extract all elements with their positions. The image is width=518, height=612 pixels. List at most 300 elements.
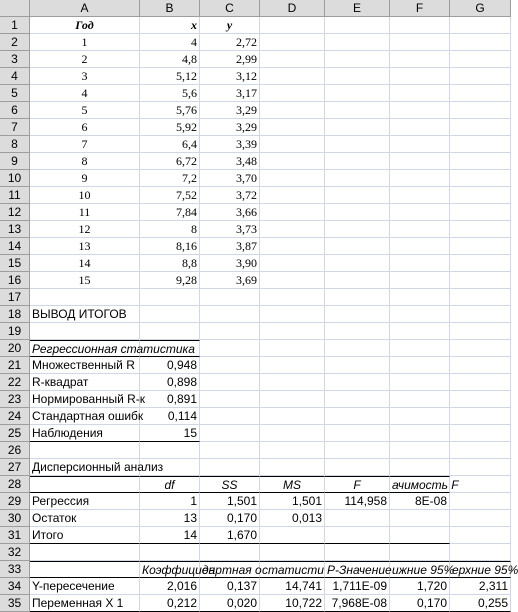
coef-header[interactable]: ижние 95% (392, 563, 455, 577)
row-header[interactable]: 12 (0, 204, 30, 221)
anova-header[interactable]: ачимость F (392, 478, 459, 492)
column-headers (0, 0, 511, 17)
y-cell[interactable]: 3,72 (200, 187, 260, 204)
cell[interactable] (260, 323, 325, 340)
anova-label[interactable]: Остаток (30, 510, 140, 527)
coef-value[interactable]: 0,170 (390, 595, 450, 612)
row-header[interactable]: 9 (0, 153, 30, 170)
cell[interactable] (325, 153, 390, 170)
cell[interactable] (260, 187, 325, 204)
row-header[interactable]: 7 (0, 119, 30, 136)
cell[interactable] (450, 85, 511, 102)
cell[interactable] (325, 425, 390, 442)
cell[interactable] (450, 306, 511, 323)
cell[interactable] (450, 357, 511, 374)
cell[interactable] (450, 289, 511, 306)
coef-value[interactable]: 7,968E-08 (325, 595, 390, 612)
cell[interactable] (450, 51, 511, 68)
cell[interactable] (200, 374, 260, 391)
y-cell[interactable]: 2,72 (200, 34, 260, 51)
anova-value[interactable] (260, 527, 325, 544)
cell[interactable] (325, 408, 390, 425)
row-header[interactable]: 23 (0, 391, 30, 408)
cell[interactable] (450, 187, 511, 204)
cell[interactable] (200, 442, 260, 459)
coef-label[interactable]: Переменная X 1 (30, 595, 140, 612)
cell[interactable] (450, 544, 511, 561)
cell[interactable] (260, 221, 325, 238)
cell[interactable] (325, 306, 390, 323)
year-cell[interactable]: 13 (30, 238, 140, 255)
cell[interactable] (450, 238, 511, 255)
column-header-e[interactable]: E (325, 0, 390, 17)
cell[interactable] (390, 153, 450, 170)
row-header[interactable]: 27 (0, 459, 30, 476)
year-cell[interactable]: 5 (30, 102, 140, 119)
row-header[interactable]: 10 (0, 170, 30, 187)
cell[interactable] (325, 442, 390, 459)
cell[interactable] (450, 68, 511, 85)
cell[interactable] (450, 476, 511, 493)
cell[interactable] (390, 221, 450, 238)
sheet-row (30, 51, 511, 68)
x-cell[interactable]: 7,84 (140, 204, 200, 221)
sheet-row (30, 595, 511, 612)
row-header[interactable]: 33 (0, 561, 30, 578)
year-cell[interactable]: 8 (30, 153, 140, 170)
cell[interactable] (325, 34, 390, 51)
cell[interactable] (390, 136, 450, 153)
year-cell[interactable]: 2 (30, 51, 140, 68)
cell[interactable] (140, 544, 200, 561)
y-cell[interactable]: 3,12 (200, 68, 260, 85)
cell[interactable] (450, 459, 511, 476)
cell[interactable] (390, 459, 450, 476)
year-cell[interactable]: 6 (30, 119, 140, 136)
cell[interactable] (260, 357, 325, 374)
column-header-g[interactable]: G (450, 0, 511, 17)
cell[interactable] (260, 289, 325, 306)
cell[interactable] (260, 408, 325, 425)
column-header-f[interactable]: F (390, 0, 450, 17)
cell[interactable] (325, 255, 390, 272)
row-header[interactable]: 11 (0, 187, 30, 204)
cell[interactable] (450, 119, 511, 136)
column-header-c[interactable]: C (200, 0, 260, 17)
x-cell[interactable]: 6,72 (140, 153, 200, 170)
cell[interactable] (260, 170, 325, 187)
coef-value[interactable]: 1,720 (390, 578, 450, 595)
cell[interactable] (450, 153, 511, 170)
anova-header[interactable]: SS (200, 476, 260, 493)
cell[interactable] (390, 238, 450, 255)
x-cell[interactable]: 5,6 (140, 85, 200, 102)
coef-value[interactable]: 0,020 (200, 595, 260, 612)
cell[interactable] (325, 51, 390, 68)
cell[interactable] (325, 204, 390, 221)
regstat-value[interactable]: 0,114 (140, 408, 200, 425)
coef-label[interactable]: Y-пересечение (30, 578, 140, 595)
cell[interactable] (390, 51, 450, 68)
y-cell[interactable]: 3,48 (200, 153, 260, 170)
anova-value[interactable]: 0,170 (200, 510, 260, 527)
coef-header[interactable]: дартная о (202, 563, 262, 577)
anova-value[interactable]: 0,013 (260, 510, 325, 527)
cell[interactable] (325, 85, 390, 102)
cell[interactable] (325, 272, 390, 289)
cell[interactable] (325, 102, 390, 119)
x-cell[interactable]: 9,28 (140, 272, 200, 289)
year-cell[interactable]: 11 (30, 204, 140, 221)
column-header-d[interactable]: D (260, 0, 325, 17)
cell[interactable] (325, 187, 390, 204)
cell[interactable] (450, 527, 511, 544)
cell[interactable] (30, 476, 140, 493)
x-cell[interactable]: 4,8 (140, 51, 200, 68)
y-cell[interactable]: 3,69 (200, 272, 260, 289)
cell[interactable] (325, 119, 390, 136)
cell[interactable] (450, 221, 511, 238)
cell[interactable] (260, 544, 325, 561)
row-header[interactable]: 1 (0, 17, 30, 34)
cell[interactable] (390, 170, 450, 187)
anova-label[interactable]: Итого (30, 527, 140, 544)
cell[interactable] (260, 204, 325, 221)
anova-value[interactable]: 1,501 (200, 493, 260, 510)
cell[interactable] (390, 323, 450, 340)
coef-header[interactable]: Коэффициен (142, 563, 216, 577)
y-cell[interactable]: 3,39 (200, 136, 260, 153)
cell[interactable] (200, 408, 260, 425)
cell[interactable] (450, 170, 511, 187)
row-header[interactable]: 34 (0, 578, 30, 595)
coef-value[interactable]: 10,722 (260, 595, 325, 612)
cell[interactable] (200, 544, 260, 561)
cell[interactable] (390, 442, 450, 459)
anova-value[interactable] (390, 527, 450, 544)
x-cell[interactable]: 7,52 (140, 187, 200, 204)
cell[interactable] (140, 306, 200, 323)
x-cell[interactable]: 6,4 (140, 136, 200, 153)
cell[interactable] (260, 459, 325, 476)
cell[interactable] (140, 289, 200, 306)
sheet-row (30, 425, 511, 442)
anova-value[interactable]: 14 (140, 527, 200, 544)
regstat-label[interactable]: Нормированный R-к (32, 392, 146, 406)
cell[interactable] (390, 340, 450, 357)
cell[interactable] (450, 408, 511, 425)
cell[interactable] (390, 102, 450, 119)
cell[interactable] (450, 493, 511, 510)
cell[interactable] (450, 391, 511, 408)
x-cell[interactable]: 8,8 (140, 255, 200, 272)
row-header[interactable]: 25 (0, 425, 30, 442)
cell[interactable] (325, 289, 390, 306)
sheet-row (30, 170, 511, 187)
year-cell[interactable]: 3 (30, 68, 140, 85)
cell[interactable] (30, 561, 140, 578)
cell[interactable] (390, 408, 450, 425)
coef-value[interactable]: 2,016 (140, 578, 200, 595)
row-header[interactable]: 20 (0, 340, 30, 357)
row-header[interactable]: 30 (0, 510, 30, 527)
sheet-row (30, 153, 511, 170)
cell[interactable] (325, 323, 390, 340)
cell[interactable] (450, 34, 511, 51)
coef-header[interactable]: P-Значение (327, 563, 392, 577)
cell[interactable] (260, 85, 325, 102)
coef-value[interactable]: 1,711E-09 (325, 578, 390, 595)
cell[interactable] (325, 238, 390, 255)
cell[interactable] (325, 17, 390, 34)
row-headers (0, 17, 30, 612)
anova-label[interactable]: Регрессия (30, 493, 140, 510)
cell[interactable] (450, 425, 511, 442)
column-header-a[interactable]: A (30, 0, 140, 17)
cell[interactable] (200, 425, 260, 442)
cell[interactable] (260, 340, 325, 357)
cell[interactable] (200, 340, 260, 357)
row-header[interactable]: 6 (0, 102, 30, 119)
regstat-label[interactable]: R-квадрат (30, 374, 140, 391)
column-header-b[interactable]: B (140, 0, 200, 17)
y-cell[interactable]: 3,87 (200, 238, 260, 255)
cell[interactable] (325, 170, 390, 187)
cell[interactable] (260, 374, 325, 391)
y-cell[interactable]: 3,17 (200, 85, 260, 102)
x-cell[interactable]: 7,2 (140, 170, 200, 187)
cell[interactable] (325, 136, 390, 153)
anova-value[interactable] (325, 527, 390, 544)
select-all-corner[interactable] (0, 0, 30, 17)
cell[interactable] (140, 340, 200, 357)
cell[interactable] (140, 442, 200, 459)
cell[interactable] (260, 119, 325, 136)
cell[interactable] (260, 153, 325, 170)
regstat-value[interactable]: 0,891 (140, 391, 200, 408)
cell[interactable] (325, 391, 390, 408)
cell[interactable] (450, 340, 511, 357)
cell[interactable] (390, 306, 450, 323)
header-y[interactable]: y (200, 17, 260, 34)
cell[interactable] (260, 425, 325, 442)
y-cell[interactable]: 3,29 (200, 102, 260, 119)
cell[interactable] (260, 17, 325, 34)
x-cell[interactable]: 5,92 (140, 119, 200, 136)
cell[interactable] (260, 272, 325, 289)
coef-header[interactable]: ерхние 95% (452, 563, 518, 577)
coef-value[interactable]: 0,212 (140, 595, 200, 612)
year-cell[interactable]: 10 (30, 187, 140, 204)
cell[interactable] (260, 306, 325, 323)
year-cell[interactable]: 7 (30, 136, 140, 153)
row-header[interactable]: 35 (0, 595, 30, 612)
cell[interactable] (450, 374, 511, 391)
y-cell[interactable]: 3,73 (200, 221, 260, 238)
output-title[interactable]: ВЫВОД ИТОГОВ (30, 306, 140, 323)
cell[interactable] (260, 68, 325, 85)
regstat-value[interactable]: 15 (140, 425, 200, 442)
cell[interactable] (390, 204, 450, 221)
cell[interactable] (260, 391, 325, 408)
anova-title[interactable]: Дисперсионный анализ (32, 460, 164, 474)
row-header[interactable]: 26 (0, 442, 30, 459)
cell[interactable] (450, 272, 511, 289)
y-cell[interactable]: 3,66 (200, 204, 260, 221)
cell[interactable] (260, 442, 325, 459)
y-cell[interactable]: 3,90 (200, 255, 260, 272)
anova-value[interactable]: 1 (140, 493, 200, 510)
row-header[interactable]: 5 (0, 85, 30, 102)
header-year[interactable]: Год (30, 17, 140, 34)
cell[interactable] (325, 459, 390, 476)
cell[interactable] (200, 289, 260, 306)
row-header[interactable]: 8 (0, 136, 30, 153)
cell[interactable] (390, 289, 450, 306)
x-cell[interactable]: 5,12 (140, 68, 200, 85)
coef-value[interactable]: 0,255 (450, 595, 511, 612)
cell[interactable] (200, 391, 260, 408)
coef-header[interactable]: статисти (262, 563, 324, 577)
row-header[interactable]: 21 (0, 357, 30, 374)
coef-value[interactable]: 0,137 (200, 578, 260, 595)
coef-value[interactable]: 2,311 (450, 578, 511, 595)
cell[interactable] (200, 323, 260, 340)
anova-value[interactable] (390, 510, 450, 527)
regstats-title[interactable]: Регрессионная статистика (32, 342, 195, 356)
row-header[interactable]: 24 (0, 408, 30, 425)
year-cell[interactable]: 1 (30, 34, 140, 51)
cell[interactable] (325, 340, 390, 357)
anova-value[interactable]: 1,501 (260, 493, 325, 510)
anova-value[interactable] (325, 510, 390, 527)
row-header[interactable]: 15 (0, 255, 30, 272)
x-cell[interactable]: 8,16 (140, 238, 200, 255)
cell[interactable] (390, 544, 450, 561)
cell[interactable] (450, 102, 511, 119)
cell[interactable] (200, 306, 260, 323)
row-header[interactable]: 3 (0, 51, 30, 68)
sheet-row (30, 17, 511, 34)
row-header[interactable]: 4 (0, 68, 30, 85)
row-header[interactable]: 32 (0, 544, 30, 561)
anova-value[interactable]: 13 (140, 510, 200, 527)
anova-header[interactable]: df (140, 476, 200, 493)
cell[interactable] (390, 187, 450, 204)
cell[interactable] (390, 425, 450, 442)
cell[interactable] (450, 136, 511, 153)
sheet-row (30, 255, 511, 272)
year-cell[interactable]: 12 (30, 221, 140, 238)
cell[interactable] (325, 544, 390, 561)
cell[interactable] (30, 442, 140, 459)
row-header[interactable]: 18 (0, 306, 30, 323)
cell[interactable] (450, 510, 511, 527)
sheet-row (30, 561, 518, 578)
cell[interactable] (140, 323, 200, 340)
cell[interactable] (450, 17, 511, 34)
year-cell[interactable]: 9 (30, 170, 140, 187)
anova-value[interactable]: 1,670 (200, 527, 260, 544)
x-cell[interactable]: 4 (140, 34, 200, 51)
cell[interactable] (260, 102, 325, 119)
sheet-row (30, 221, 511, 238)
cell[interactable] (390, 34, 450, 51)
row-header[interactable]: 31 (0, 527, 30, 544)
y-cell[interactable]: 2,99 (200, 51, 260, 68)
cell[interactable] (390, 85, 450, 102)
anova-header[interactable]: MS (260, 476, 325, 493)
regstat-label[interactable]: Множественный R (30, 357, 140, 374)
y-cell[interactable]: 3,70 (200, 170, 260, 187)
cell[interactable] (390, 374, 450, 391)
coef-value[interactable]: 14,741 (260, 578, 325, 595)
year-cell[interactable]: 14 (30, 255, 140, 272)
year-cell[interactable]: 4 (30, 85, 140, 102)
cell[interactable] (260, 255, 325, 272)
cell[interactable] (200, 459, 260, 476)
anova-value[interactable]: 8E-08 (390, 493, 450, 510)
cell[interactable] (30, 323, 140, 340)
row-header[interactable]: 16 (0, 272, 30, 289)
cell[interactable] (30, 544, 140, 561)
cell[interactable] (390, 391, 450, 408)
year-cell[interactable]: 15 (30, 272, 140, 289)
row-header[interactable]: 22 (0, 374, 30, 391)
y-cell[interactable]: 3,29 (200, 119, 260, 136)
row-header[interactable]: 14 (0, 238, 30, 255)
row-header[interactable]: 17 (0, 289, 30, 306)
cell[interactable] (200, 357, 260, 374)
x-cell[interactable]: 8 (140, 221, 200, 238)
cell[interactable] (325, 357, 390, 374)
row-header[interactable]: 29 (0, 493, 30, 510)
cell[interactable] (325, 374, 390, 391)
regstat-label[interactable]: Стандартная ошибк (32, 409, 144, 423)
cell[interactable] (260, 238, 325, 255)
cell[interactable] (260, 51, 325, 68)
cell[interactable] (140, 459, 200, 476)
cell[interactable] (450, 204, 511, 221)
cell[interactable] (390, 68, 450, 85)
cell[interactable] (390, 272, 450, 289)
row-header[interactable]: 13 (0, 221, 30, 238)
cell[interactable] (30, 289, 140, 306)
row-header[interactable]: 19 (0, 323, 30, 340)
row-header[interactable]: 28 (0, 476, 30, 493)
regstat-value[interactable]: 0,898 (140, 374, 200, 391)
cell[interactable] (390, 119, 450, 136)
anova-header[interactable]: F (325, 476, 390, 493)
cell[interactable] (260, 34, 325, 51)
x-cell[interactable]: 5,76 (140, 102, 200, 119)
sheet-row (30, 391, 511, 408)
row-header[interactable]: 2 (0, 34, 30, 51)
regstat-label[interactable]: Наблюдения (30, 425, 140, 442)
cell[interactable] (450, 323, 511, 340)
cell[interactable] (390, 255, 450, 272)
cell[interactable] (390, 17, 450, 34)
cell[interactable] (260, 136, 325, 153)
cell[interactable] (450, 442, 511, 459)
header-x[interactable]: x (140, 17, 200, 34)
regstat-value[interactable]: 0,948 (140, 357, 200, 374)
cell[interactable] (450, 255, 511, 272)
cell[interactable] (390, 357, 450, 374)
cell[interactable] (325, 68, 390, 85)
anova-value[interactable]: 114,958 (325, 493, 390, 510)
cell[interactable] (325, 221, 390, 238)
